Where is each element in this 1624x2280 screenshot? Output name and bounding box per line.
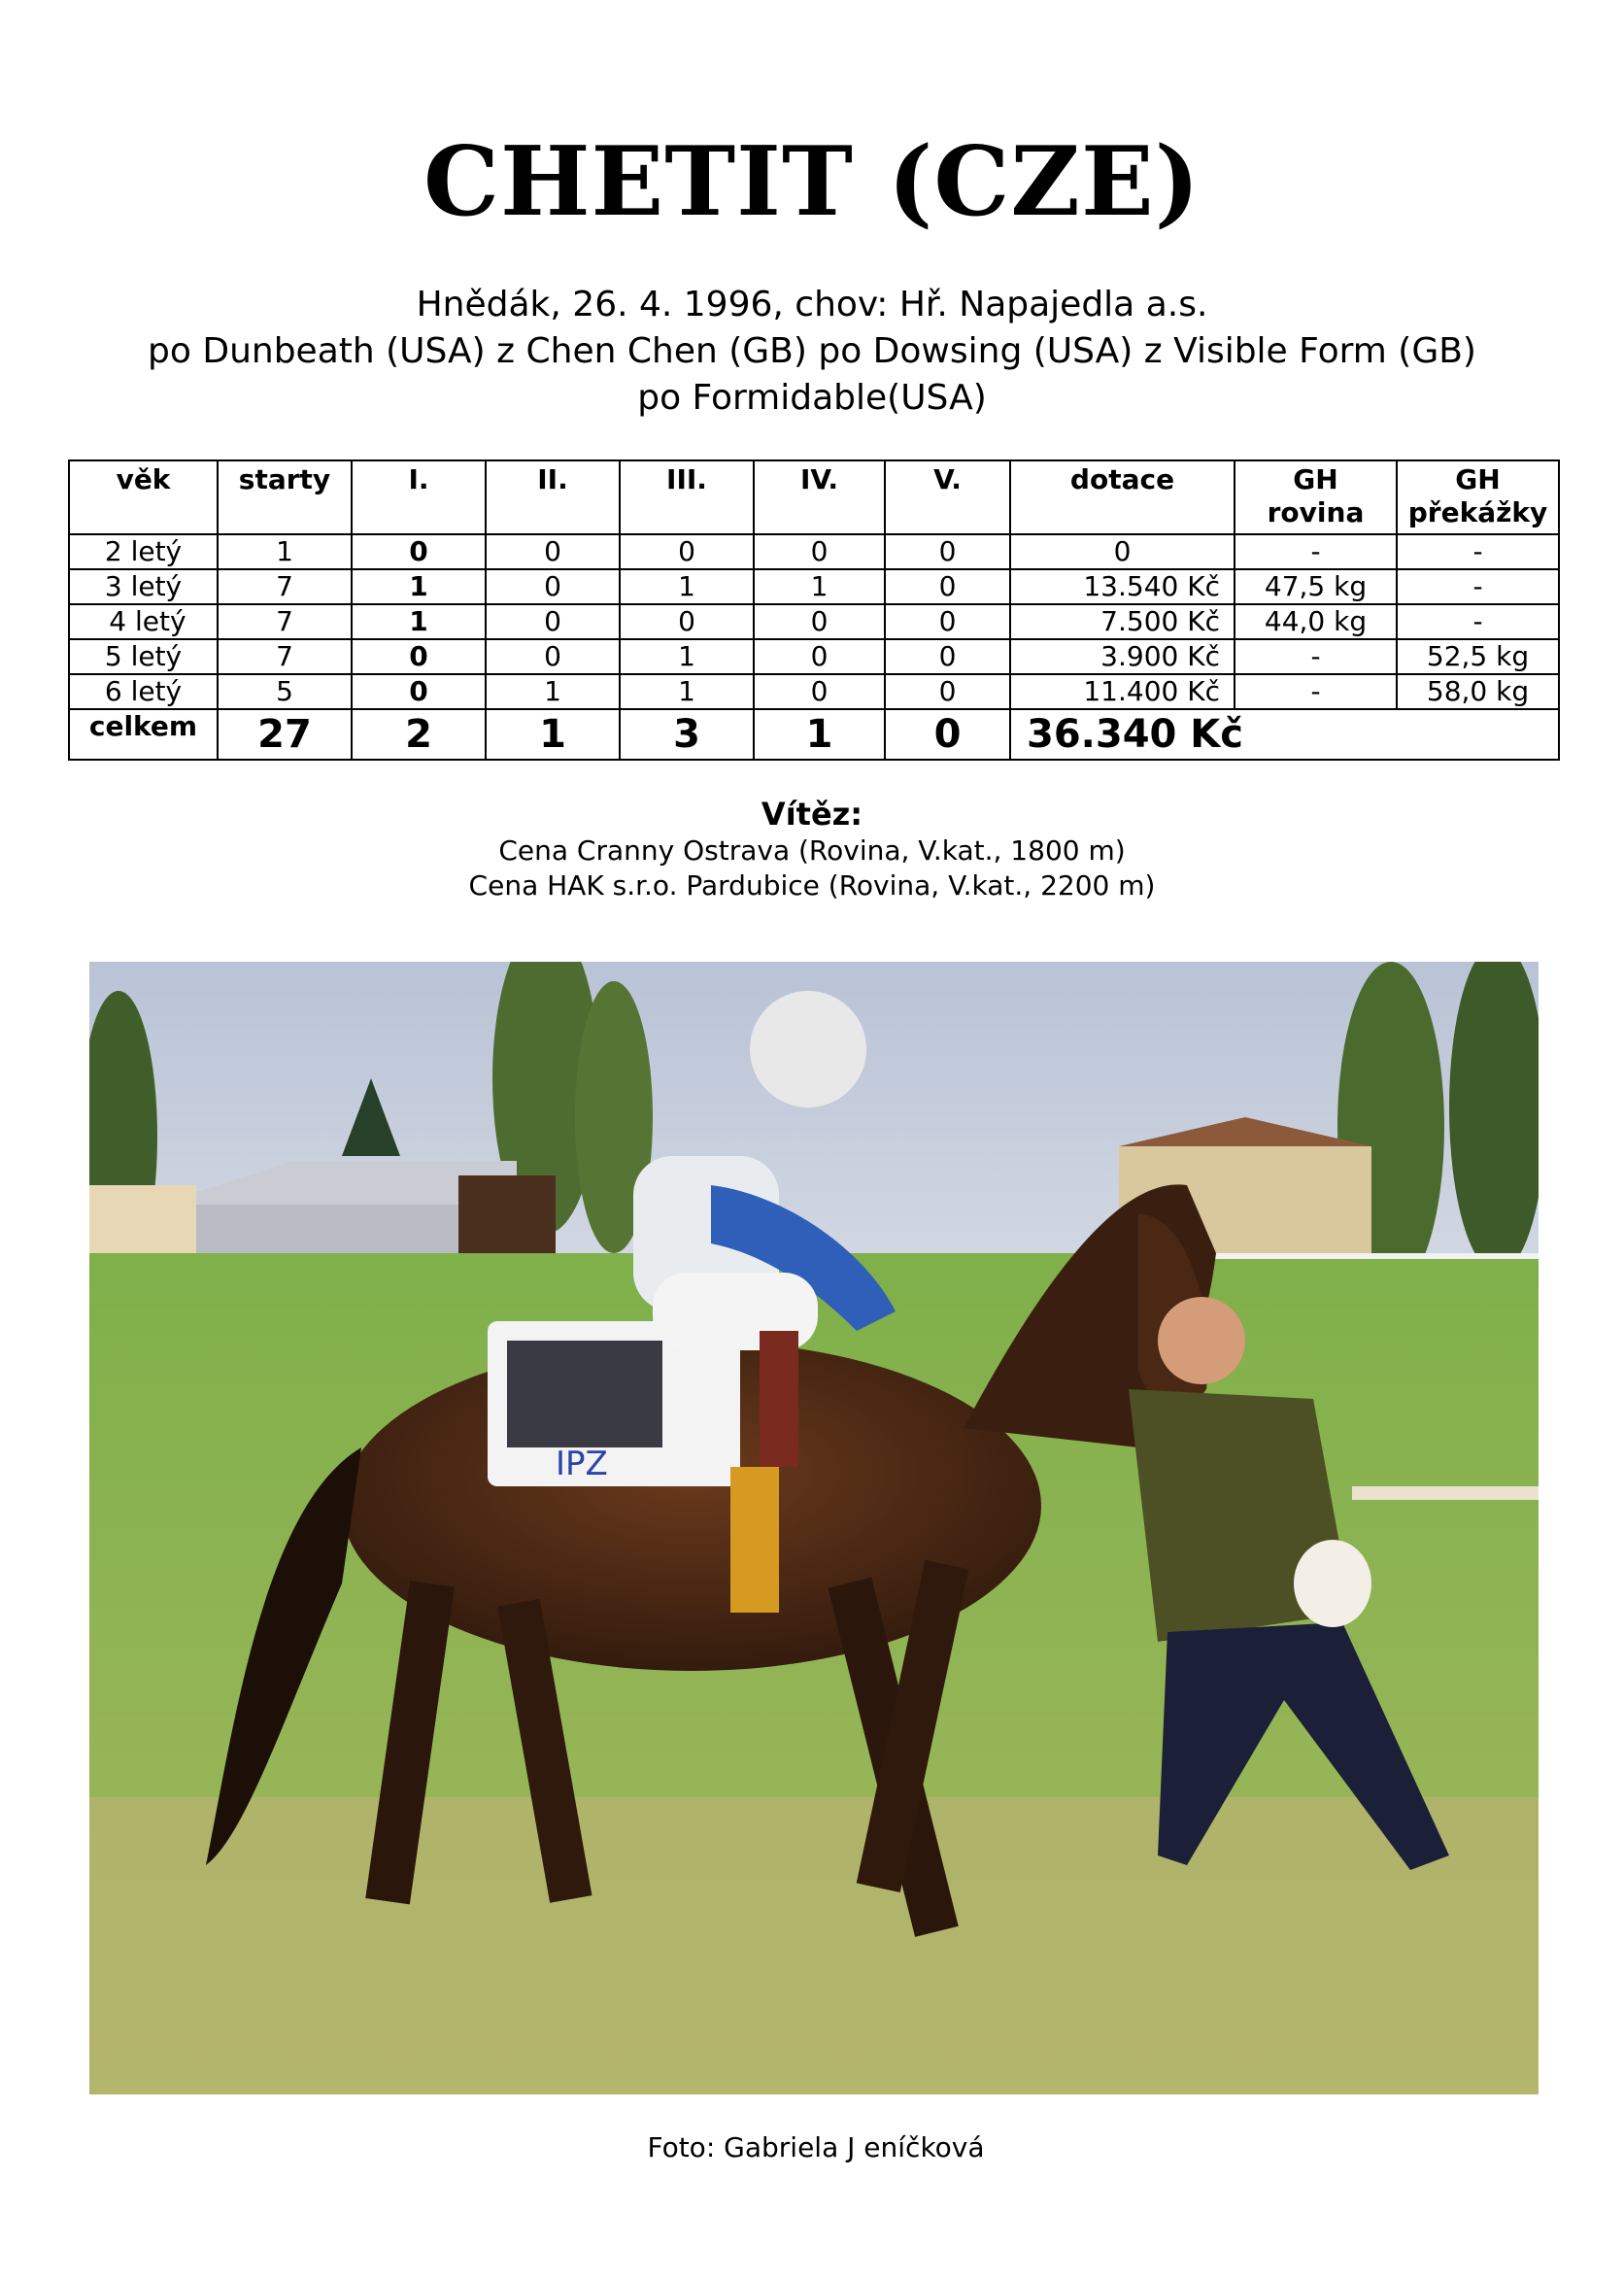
table-row xyxy=(69,604,1559,639)
cell-fifth: 0 xyxy=(885,674,1010,709)
cell-third: 1 xyxy=(620,639,754,674)
saddle-cloth-label: IPZ xyxy=(556,1445,608,1483)
col-header-second: II. xyxy=(486,460,620,534)
cell-gh-jumps: - xyxy=(1397,534,1559,569)
cell-gh-jumps: 52,5 kg xyxy=(1397,639,1559,674)
cell-fourth: 0 xyxy=(754,534,885,569)
cell-starts: 7 xyxy=(218,639,352,674)
table-row xyxy=(69,674,1559,709)
winner-race-item: Cena Cranny Ostrava (Rovina, V.kat., 1800 m) xyxy=(498,834,1126,867)
cell-total-first: 2 xyxy=(352,709,486,760)
cell-total-fourth: 1 xyxy=(754,709,885,760)
col-header-fourth: IV. xyxy=(754,460,885,534)
winner-heading: Vítěz: xyxy=(761,796,863,833)
winner-section xyxy=(0,795,1624,903)
cell-total-prize: 36.340 Kč xyxy=(1010,709,1559,760)
cell-fourth: 0 xyxy=(754,639,885,674)
cell-age: 3 letý xyxy=(69,569,218,604)
table-total-row xyxy=(69,709,1559,760)
cell-first: 1 xyxy=(352,604,486,639)
cell-gh-jumps: - xyxy=(1397,569,1559,604)
cell-first: 0 xyxy=(352,639,486,674)
cell-fifth: 0 xyxy=(885,569,1010,604)
cell-age: 2 letý xyxy=(69,534,218,569)
cell-third: 1 xyxy=(620,569,754,604)
col-header-first: I. xyxy=(352,460,486,534)
cell-prize: 0 xyxy=(1010,534,1235,569)
col-header-prize: dotace xyxy=(1010,460,1235,534)
table-row xyxy=(69,639,1559,674)
col-header-third: III. xyxy=(620,460,754,534)
cell-second: 1 xyxy=(486,674,620,709)
pedigree-info xyxy=(0,282,1624,422)
cell-fifth: 0 xyxy=(885,534,1010,569)
race-record-table xyxy=(68,459,1560,761)
cell-total-starts: 27 xyxy=(218,709,352,760)
cell-first: 0 xyxy=(352,534,486,569)
cell-second: 0 xyxy=(486,604,620,639)
pedigree-line-continued: po Formidable(USA) xyxy=(637,378,987,418)
table-header-row xyxy=(69,460,1559,534)
cell-total-label: celkem xyxy=(69,709,218,760)
cell-gh-flat: 47,5 kg xyxy=(1235,569,1397,604)
cell-starts: 7 xyxy=(218,569,352,604)
cell-starts: 5 xyxy=(218,674,352,709)
cell-fourth: 0 xyxy=(754,604,885,639)
cell-first: 1 xyxy=(352,569,486,604)
photo-credit: Foto: Gabriela J eníčková xyxy=(647,2131,985,2163)
cell-total-second: 1 xyxy=(486,709,620,760)
cell-gh-jumps: - xyxy=(1397,604,1559,639)
table-row xyxy=(69,569,1559,604)
winner-race-item: Cena HAK s.r.o. Pardubice (Rovina, V.kat., 2200 m) xyxy=(468,869,1156,902)
cell-first: 0 xyxy=(352,674,486,709)
cell-age: 6 letý xyxy=(69,674,218,709)
cell-total-third: 3 xyxy=(620,709,754,760)
cell-age: 5 letý xyxy=(69,639,218,674)
cell-second: 0 xyxy=(486,639,620,674)
cell-second: 0 xyxy=(486,569,620,604)
cell-gh-flat: - xyxy=(1235,639,1397,674)
cell-third: 0 xyxy=(620,534,754,569)
cell-gh-jumps: 58,0 kg xyxy=(1397,674,1559,709)
col-header-starts: starty xyxy=(218,460,352,534)
cell-fifth: 0 xyxy=(885,639,1010,674)
col-header-fifth: V. xyxy=(885,460,1010,534)
horse-name-title: CHETIT (CZE) xyxy=(423,126,1201,238)
pedigree-line: po Dunbeath (USA) z Chen Chen (GB) po Dowsing (USA) z Visible Form (GB) xyxy=(148,331,1476,371)
table-row xyxy=(69,534,1559,569)
col-header-gh-flat: GH rovina xyxy=(1235,460,1397,534)
cell-prize: 3.900 Kč xyxy=(1010,639,1235,674)
cell-gh-flat: 44,0 kg xyxy=(1235,604,1397,639)
cell-third: 1 xyxy=(620,674,754,709)
cell-fifth: 0 xyxy=(885,604,1010,639)
cell-age: 4 letý xyxy=(69,604,218,639)
horse-photo xyxy=(89,962,1539,2094)
cell-gh-flat: - xyxy=(1235,534,1397,569)
col-header-age: věk xyxy=(69,460,218,534)
cell-prize: 11.400 Kč xyxy=(1010,674,1235,709)
cell-total-fifth: 0 xyxy=(885,709,1010,760)
cell-fourth: 1 xyxy=(754,569,885,604)
cell-fourth: 0 xyxy=(754,674,885,709)
cell-prize: 13.540 Kč xyxy=(1010,569,1235,604)
cell-third: 0 xyxy=(620,604,754,639)
col-header-gh-jumps: GH překážky xyxy=(1397,460,1559,534)
cell-second: 0 xyxy=(486,534,620,569)
cell-starts: 1 xyxy=(218,534,352,569)
cell-gh-flat: - xyxy=(1235,674,1397,709)
cell-starts: 7 xyxy=(218,604,352,639)
color-birth-breeder-line: Hnědák, 26. 4. 1996, chov: Hř. Napajedla a.s. xyxy=(416,285,1208,324)
cell-prize: 7.500 Kč xyxy=(1010,604,1235,639)
